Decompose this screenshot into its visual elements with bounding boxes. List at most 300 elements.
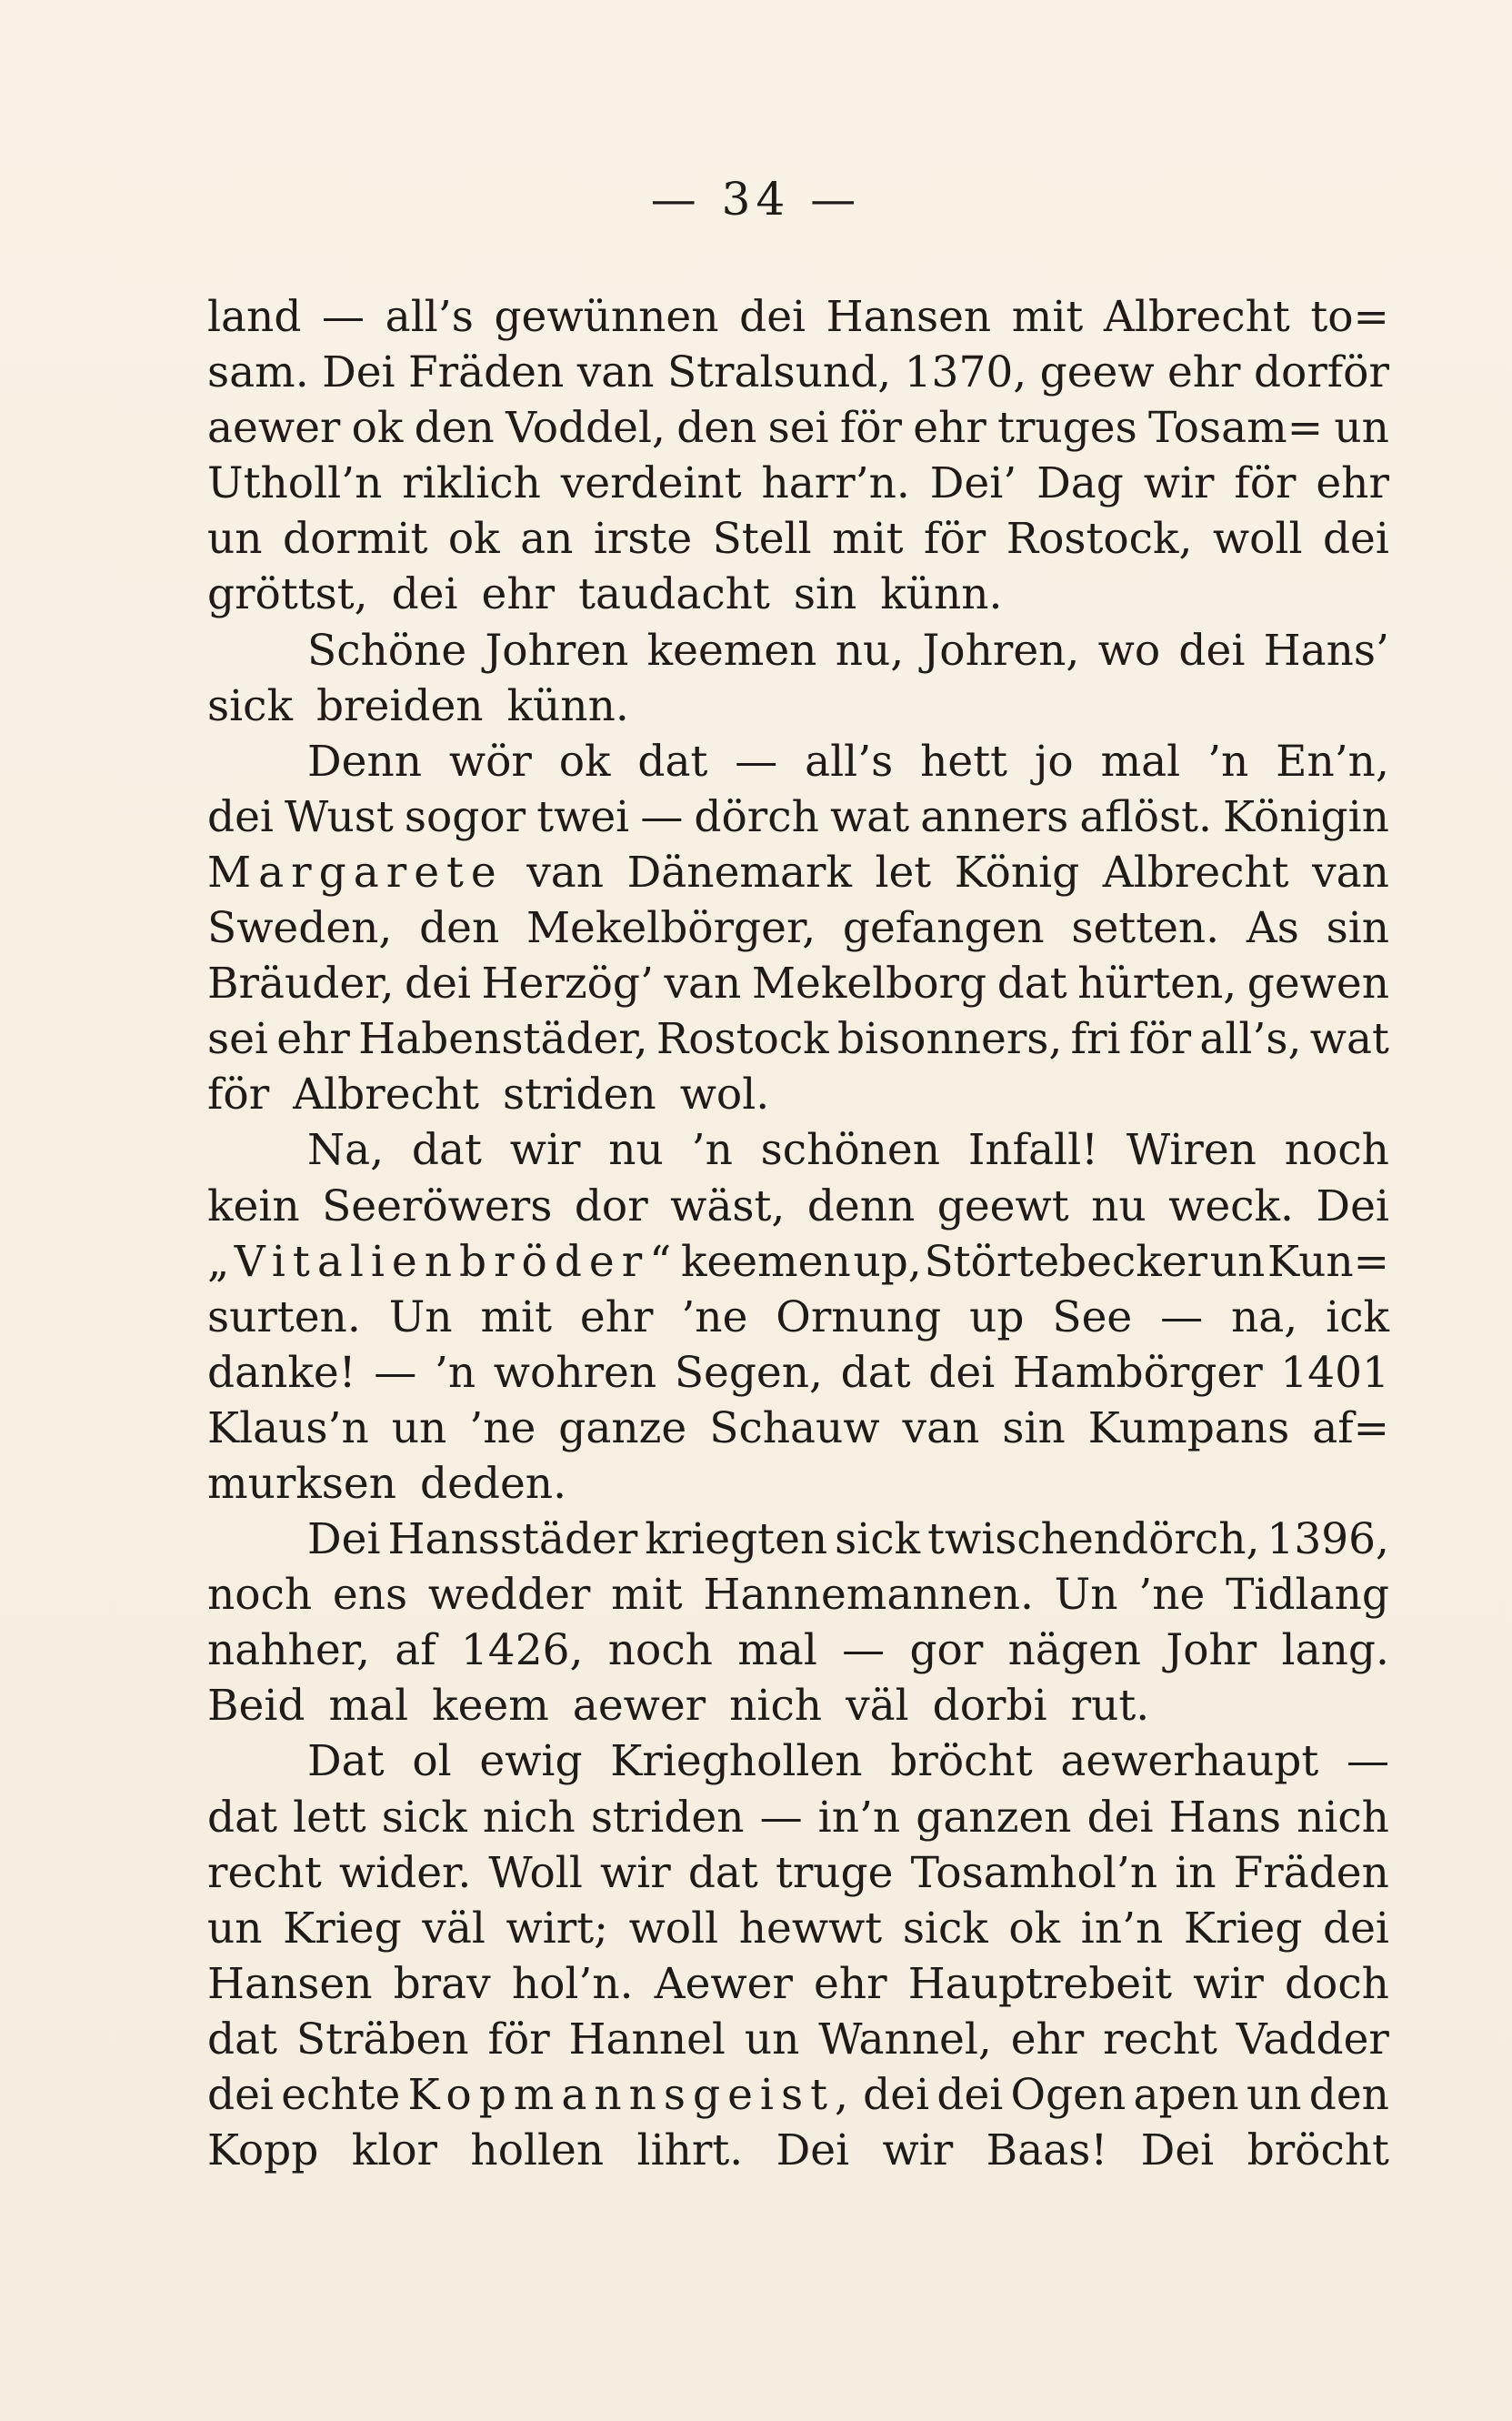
word: schönen bbox=[760, 1125, 941, 1176]
word: verdeint bbox=[560, 458, 742, 509]
word: twischendörch, bbox=[927, 1514, 1260, 1565]
word: ewig bbox=[479, 1736, 583, 1787]
word: Wust bbox=[285, 791, 394, 842]
word: brav bbox=[393, 1958, 491, 2009]
word: Albrecht bbox=[293, 1070, 479, 1120]
word: echte bbox=[281, 2070, 401, 2120]
word: Krieghollen bbox=[610, 1736, 863, 1787]
word: En’n, bbox=[1276, 736, 1389, 787]
text-line bbox=[207, 1622, 1389, 1678]
word: ehr bbox=[481, 569, 556, 620]
word: Hambörger bbox=[1012, 1347, 1263, 1398]
word: dei bbox=[405, 959, 471, 1010]
word: aflöst. bbox=[1079, 791, 1212, 842]
word: nu, bbox=[835, 625, 905, 676]
word: deden. bbox=[420, 1458, 567, 1509]
word: wedder bbox=[427, 1570, 591, 1621]
word: dei bbox=[1323, 1903, 1389, 1954]
word: ’ne bbox=[681, 1291, 748, 1342]
word: klor bbox=[351, 2125, 438, 2176]
word: van bbox=[526, 847, 605, 898]
word: all’s bbox=[805, 736, 894, 787]
word: för bbox=[487, 2014, 550, 2064]
word: bröcht bbox=[1247, 2125, 1389, 2176]
word: un bbox=[1334, 403, 1389, 454]
word: Beid bbox=[207, 1681, 305, 1732]
word: Dei bbox=[307, 1514, 381, 1565]
word: aewer bbox=[572, 1681, 706, 1732]
word: dei bbox=[928, 1347, 996, 1398]
word: nich bbox=[729, 1681, 823, 1732]
word: Hans bbox=[1168, 1792, 1281, 1843]
word: för bbox=[1234, 458, 1297, 509]
word: Kun= bbox=[1267, 1236, 1389, 1287]
word: Hansstäder bbox=[387, 1514, 638, 1565]
word: Bräuder, bbox=[207, 959, 395, 1010]
word: „Vitalienbröder“ bbox=[207, 1236, 679, 1287]
word: gewen bbox=[1247, 959, 1389, 1010]
word: fri bbox=[1070, 1014, 1121, 1065]
word: dei bbox=[1178, 625, 1246, 676]
word: Tosamhol’n bbox=[910, 1847, 1158, 1898]
word: murksen bbox=[207, 1458, 396, 1509]
word: Sträben bbox=[295, 2014, 469, 2064]
text-line bbox=[207, 345, 1389, 400]
word: setten. bbox=[1071, 903, 1220, 954]
word: let bbox=[875, 847, 932, 898]
word: dat bbox=[411, 1125, 482, 1176]
word: för bbox=[924, 514, 986, 565]
word: ok bbox=[351, 403, 404, 454]
word: jo bbox=[1034, 736, 1074, 787]
word: Kopp bbox=[207, 2125, 319, 2176]
word: af bbox=[395, 1625, 436, 1676]
word: wir bbox=[599, 1847, 671, 1898]
word: gor bbox=[909, 1625, 984, 1676]
text-line bbox=[207, 1122, 1389, 1178]
text-line bbox=[207, 1345, 1389, 1401]
word: dat bbox=[207, 2014, 277, 2064]
word: danke! bbox=[207, 1347, 356, 1398]
word: dorför bbox=[1253, 347, 1389, 398]
word: Fräden bbox=[1233, 1847, 1389, 1898]
word: — bbox=[374, 1347, 417, 1398]
text-line bbox=[207, 1456, 1389, 1512]
word: Königin bbox=[1223, 791, 1389, 842]
text-line bbox=[207, 567, 1389, 622]
word: hürten, bbox=[1077, 959, 1237, 1010]
word: bröcht bbox=[890, 1736, 1033, 1787]
word: mal bbox=[1100, 736, 1181, 787]
word: to= bbox=[1310, 292, 1389, 342]
word: Hannel bbox=[568, 2014, 726, 2064]
word: doch bbox=[1284, 1958, 1389, 2009]
word: Rostock bbox=[656, 1014, 829, 1065]
word: all’s, bbox=[1199, 1014, 1302, 1065]
word: un bbox=[1246, 2070, 1302, 2120]
text-line bbox=[207, 1290, 1389, 1345]
word: van bbox=[1312, 847, 1389, 898]
word: ehr bbox=[579, 1291, 654, 1342]
word: ok bbox=[1008, 1903, 1061, 1954]
word: sin bbox=[1002, 1402, 1066, 1453]
word: recht bbox=[207, 1847, 322, 1898]
word: un bbox=[391, 1402, 447, 1453]
word: 1370, bbox=[904, 347, 1027, 398]
word: un bbox=[207, 514, 263, 565]
word: Klaus’n bbox=[207, 1402, 369, 1453]
word: wir bbox=[1193, 1958, 1264, 2009]
word: nägen bbox=[1007, 1625, 1142, 1676]
word: ’n bbox=[691, 1125, 733, 1176]
word: mit bbox=[1011, 292, 1084, 342]
word: up bbox=[969, 1291, 1025, 1342]
word: Un bbox=[388, 1291, 453, 1342]
word: Schöne bbox=[307, 625, 467, 676]
word: ick bbox=[1326, 1291, 1389, 1342]
word: hewwt bbox=[738, 1903, 883, 1954]
word: wör bbox=[448, 736, 532, 787]
word: ’ne bbox=[469, 1402, 536, 1453]
word: Johren, bbox=[922, 625, 1080, 676]
word: hett bbox=[920, 736, 1007, 787]
word: Dei bbox=[1316, 1180, 1389, 1231]
word: noch bbox=[607, 1625, 713, 1676]
word: van bbox=[576, 347, 655, 398]
word: den bbox=[1308, 2070, 1389, 2120]
word: dei bbox=[863, 2070, 930, 2120]
word: keemen bbox=[646, 625, 817, 676]
word: lang. bbox=[1281, 1625, 1389, 1676]
word: keemen bbox=[680, 1236, 851, 1287]
word: See bbox=[1052, 1291, 1133, 1342]
word: sei bbox=[207, 1014, 268, 1065]
word: dei bbox=[1322, 514, 1389, 565]
word: Dat bbox=[307, 1736, 385, 1787]
word: dormit bbox=[283, 514, 428, 565]
word: Albrecht bbox=[1103, 292, 1290, 342]
word: 1426, bbox=[460, 1625, 584, 1676]
word: Ogen bbox=[1010, 2070, 1126, 2120]
word: hol’n. bbox=[511, 1958, 634, 2009]
text-line bbox=[207, 623, 1389, 678]
word: Stell bbox=[712, 514, 812, 565]
word: noch bbox=[207, 1570, 313, 1621]
word: ganzen bbox=[916, 1792, 1072, 1843]
word: nich bbox=[1297, 1792, 1389, 1843]
word: dei bbox=[739, 292, 806, 342]
word: Krieg bbox=[1183, 1903, 1303, 1954]
word: den bbox=[414, 403, 495, 454]
word: Dänemark bbox=[626, 847, 852, 898]
word: af= bbox=[1312, 1402, 1389, 1453]
word: Aewer bbox=[654, 1958, 793, 2009]
word: dat bbox=[207, 1792, 277, 1843]
word: kein bbox=[207, 1180, 300, 1231]
word: dei bbox=[207, 791, 274, 842]
text-line bbox=[207, 400, 1389, 456]
word: ehr bbox=[1316, 458, 1389, 509]
word: aewer bbox=[207, 403, 341, 454]
word: un bbox=[744, 2014, 800, 2064]
word: ehr bbox=[1167, 347, 1241, 398]
word: all’s bbox=[385, 292, 474, 342]
word: Kumpans bbox=[1087, 1402, 1290, 1453]
word: dei bbox=[391, 569, 458, 620]
text-line bbox=[207, 1678, 1389, 1733]
text-line bbox=[207, 1401, 1389, 1456]
word: truge bbox=[775, 1847, 894, 1898]
word: gewünnen bbox=[494, 292, 719, 342]
word: Krieg bbox=[283, 1903, 402, 1954]
body-text bbox=[207, 289, 1389, 2178]
word: ’n bbox=[434, 1347, 476, 1398]
word: ehr bbox=[814, 1958, 887, 2009]
word: König bbox=[954, 847, 1080, 898]
word: Stralsund, bbox=[666, 347, 892, 398]
word: Wannel, bbox=[818, 2014, 992, 2064]
word: wir bbox=[882, 2125, 954, 2176]
word: Hannemannen. bbox=[703, 1570, 1034, 1621]
word: anners bbox=[920, 791, 1069, 842]
text-line bbox=[207, 1845, 1389, 1901]
word: keem bbox=[432, 1681, 549, 1732]
word: Dei bbox=[776, 2125, 850, 2176]
word: ehr bbox=[913, 403, 986, 454]
word: dat bbox=[840, 1347, 911, 1398]
word: apen bbox=[1133, 2070, 1239, 2120]
word: sick bbox=[902, 1903, 988, 1954]
word: recht bbox=[1103, 2014, 1217, 2064]
word: künn. bbox=[506, 680, 629, 731]
word: dörch bbox=[694, 791, 819, 842]
word: wo bbox=[1097, 625, 1161, 676]
word: — bbox=[842, 1625, 886, 1676]
word: na, bbox=[1231, 1291, 1298, 1342]
word: ganze bbox=[558, 1402, 687, 1453]
text-line bbox=[207, 2012, 1389, 2067]
word: Johr bbox=[1166, 1625, 1257, 1676]
word: nu bbox=[1091, 1180, 1147, 1231]
word: Kopmannsgeist, bbox=[407, 2070, 856, 2120]
word: dei bbox=[207, 2070, 274, 2120]
word: ens bbox=[332, 1570, 408, 1621]
word: för bbox=[1128, 1014, 1192, 1065]
word: wol. bbox=[679, 1070, 770, 1120]
word: in’n bbox=[817, 1792, 901, 1843]
word: Mekelbörger, bbox=[526, 903, 816, 954]
word: ehr bbox=[1010, 2014, 1085, 2064]
word: 1396, bbox=[1267, 1514, 1389, 1565]
word: Seeröwers bbox=[322, 1180, 553, 1231]
word: in’n bbox=[1080, 1903, 1164, 1954]
word: Segen, bbox=[674, 1347, 823, 1398]
word: Hansen bbox=[826, 292, 992, 342]
word: aewerhaupt bbox=[1060, 1736, 1319, 1787]
word: wohren bbox=[493, 1347, 657, 1398]
word: wäst, bbox=[670, 1180, 786, 1231]
word: striden bbox=[590, 1792, 745, 1843]
word: ol bbox=[412, 1736, 452, 1787]
word: van bbox=[902, 1402, 980, 1453]
word: in bbox=[1175, 1847, 1217, 1898]
word: mal bbox=[328, 1681, 409, 1732]
word: Ornung bbox=[776, 1291, 942, 1342]
word: van bbox=[664, 959, 742, 1010]
word: denn bbox=[806, 1180, 916, 1231]
word: hollen bbox=[470, 2125, 605, 2176]
text-line bbox=[207, 1567, 1389, 1622]
word: ok bbox=[558, 736, 611, 787]
word: un bbox=[1209, 1236, 1266, 1287]
word: — bbox=[640, 791, 684, 842]
word: dor bbox=[574, 1180, 648, 1231]
word: nu bbox=[608, 1125, 664, 1176]
word: sogor bbox=[404, 791, 526, 842]
word: Tosam= bbox=[1147, 403, 1324, 454]
word: sei bbox=[767, 403, 829, 454]
word: dat bbox=[637, 736, 708, 787]
word: ’ne bbox=[1138, 1570, 1206, 1621]
word: breiden bbox=[315, 680, 484, 731]
word: mit bbox=[611, 1570, 683, 1621]
word: Hauptrebeit bbox=[907, 1958, 1173, 2009]
word: wir bbox=[509, 1125, 581, 1176]
word: Störtebecker bbox=[924, 1236, 1207, 1287]
text-line bbox=[207, 1234, 1389, 1290]
word: Baas! bbox=[986, 2125, 1108, 2176]
word: mit bbox=[480, 1291, 552, 1342]
word: 1401 bbox=[1280, 1347, 1389, 1398]
text-line bbox=[207, 1512, 1389, 1567]
text-line bbox=[207, 789, 1389, 845]
word: ehr bbox=[276, 1014, 350, 1065]
word: Rostock, bbox=[1006, 514, 1193, 565]
word: dei bbox=[1086, 1792, 1154, 1843]
word: mit bbox=[832, 514, 904, 565]
word: Tidlang bbox=[1226, 1570, 1389, 1621]
word: för bbox=[839, 403, 903, 454]
word: Na, bbox=[307, 1125, 385, 1176]
word: noch bbox=[1284, 1125, 1389, 1176]
word: Herzög’ bbox=[481, 959, 654, 1010]
text-line bbox=[207, 1011, 1389, 1067]
word: sick bbox=[381, 1792, 467, 1843]
word: — bbox=[759, 1792, 803, 1843]
word: Utholl’n bbox=[207, 458, 383, 509]
word: dorbi bbox=[932, 1681, 1047, 1732]
word: Habenstäder, bbox=[358, 1014, 648, 1065]
word: As bbox=[1246, 903, 1299, 954]
word: truges bbox=[997, 403, 1137, 454]
word: surten. bbox=[207, 1291, 361, 1342]
text-line bbox=[207, 956, 1389, 1011]
text-line bbox=[207, 734, 1389, 789]
word: harr’n. bbox=[761, 458, 910, 509]
text-line bbox=[207, 1956, 1389, 2012]
word: — bbox=[1346, 1736, 1389, 1787]
word: woll bbox=[628, 1903, 719, 1954]
word: — bbox=[322, 292, 365, 342]
text-line bbox=[207, 289, 1389, 345]
word: Albrecht bbox=[1102, 847, 1289, 898]
word: Margarete bbox=[207, 847, 504, 898]
word: land bbox=[207, 292, 302, 342]
word: Dag bbox=[1036, 458, 1124, 509]
word: lihrt. bbox=[636, 2125, 744, 2176]
word: künn. bbox=[880, 569, 1003, 620]
word: mal bbox=[737, 1625, 817, 1676]
word: Hansen bbox=[207, 1958, 373, 2009]
word: Infall! bbox=[967, 1125, 1099, 1176]
word: ok bbox=[447, 514, 500, 565]
word: striden bbox=[503, 1070, 656, 1120]
word: Un bbox=[1054, 1570, 1118, 1621]
word: för bbox=[207, 1070, 270, 1120]
word: Mekelborg bbox=[751, 959, 987, 1010]
word: nahher, bbox=[207, 1625, 370, 1676]
word: geew bbox=[1039, 347, 1155, 398]
word: wir bbox=[1143, 458, 1215, 509]
word: — bbox=[735, 736, 778, 787]
text-line bbox=[207, 845, 1389, 900]
word: lett bbox=[293, 1792, 366, 1843]
text-line bbox=[207, 900, 1389, 956]
word: den bbox=[676, 403, 757, 454]
word: Dei’ bbox=[929, 458, 1017, 509]
text-line bbox=[207, 2067, 1389, 2123]
word: gefangen bbox=[842, 903, 1045, 954]
word: Schauw bbox=[709, 1402, 880, 1453]
page-number: — 34 — bbox=[650, 173, 862, 226]
word: Johren bbox=[485, 625, 629, 676]
text-line bbox=[207, 678, 1389, 734]
word: — bbox=[1160, 1291, 1204, 1342]
word: sick bbox=[207, 680, 293, 731]
word: Voddel, bbox=[506, 403, 666, 454]
word: Woll bbox=[488, 1847, 583, 1898]
word: gröttst, bbox=[207, 569, 368, 620]
word: weck. bbox=[1168, 1180, 1294, 1231]
word: wider. bbox=[338, 1847, 472, 1898]
word: Fräden bbox=[408, 347, 565, 398]
text-line bbox=[207, 1790, 1389, 1845]
word: sin bbox=[1326, 903, 1389, 954]
word: Dei bbox=[322, 347, 396, 398]
text-line bbox=[207, 1179, 1389, 1234]
word: den bbox=[419, 903, 500, 954]
word: sin bbox=[793, 569, 857, 620]
word: bisonners, bbox=[836, 1014, 1063, 1065]
word: woll bbox=[1212, 514, 1303, 565]
word: dei bbox=[936, 2070, 1004, 2120]
word: sick bbox=[835, 1514, 921, 1565]
word: dat bbox=[687, 1847, 758, 1898]
word: Hans’ bbox=[1263, 625, 1389, 676]
word: up, bbox=[853, 1236, 922, 1287]
text-line bbox=[207, 511, 1389, 567]
word: wat bbox=[1309, 1014, 1389, 1065]
word: nich bbox=[482, 1792, 576, 1843]
word: wat bbox=[829, 791, 910, 842]
text-line bbox=[207, 1901, 1389, 1956]
word: väl bbox=[846, 1681, 909, 1732]
word: ’n bbox=[1207, 736, 1249, 787]
word: väl bbox=[422, 1903, 486, 1954]
word: rut. bbox=[1070, 1681, 1150, 1732]
word: an bbox=[520, 514, 574, 565]
word: dat bbox=[996, 959, 1067, 1010]
